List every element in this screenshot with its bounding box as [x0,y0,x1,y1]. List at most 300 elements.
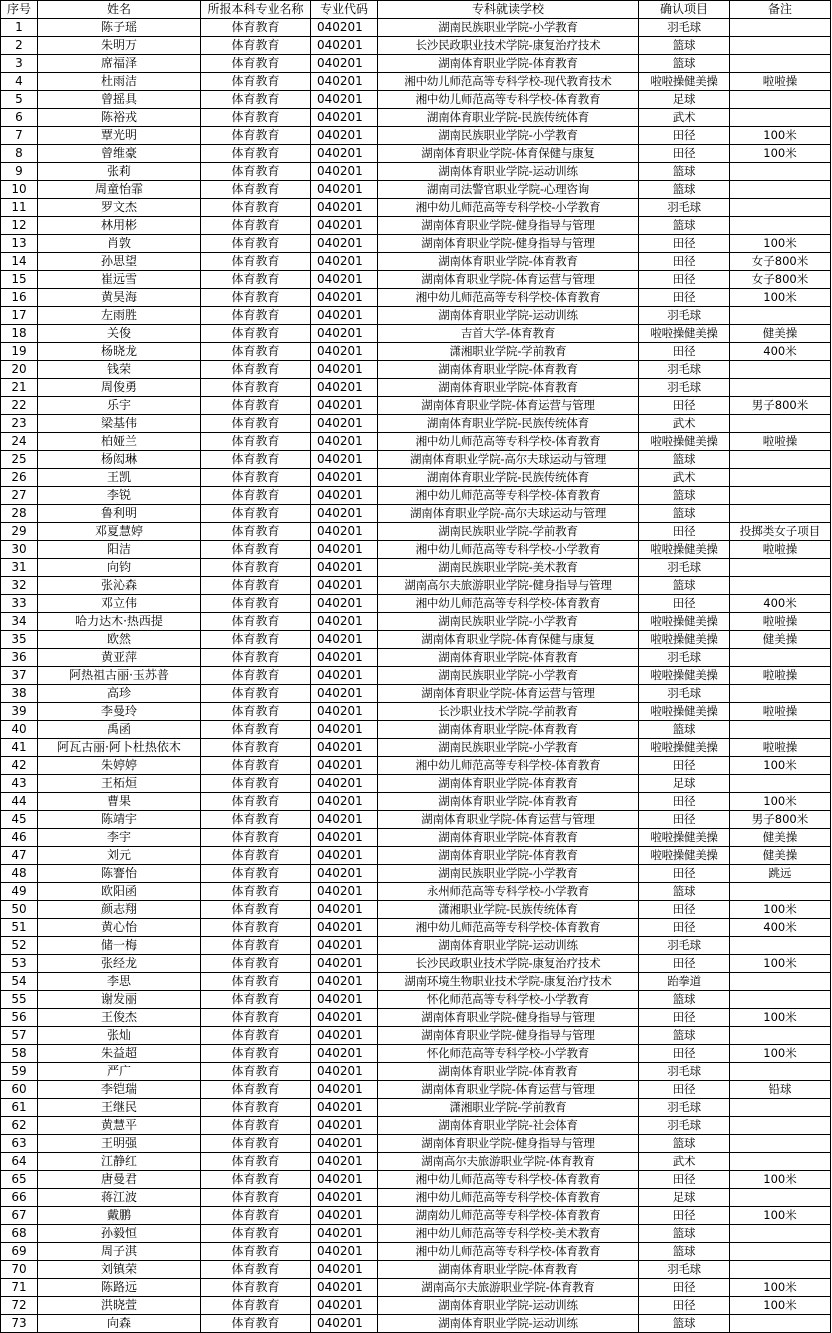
cell-no: 73 [1,1315,38,1333]
cell-major: 体育教育 [201,379,311,397]
cell-major: 体育教育 [201,163,311,181]
cell-no: 57 [1,1027,38,1045]
cell-code: 040201 [311,595,378,613]
cell-major: 体育教育 [201,1279,311,1297]
cell-major: 体育教育 [201,1225,311,1243]
table-row [1,55,831,73]
cell-note [730,487,831,505]
cell-school: 湖南民族职业学院-美术教育 [378,559,639,577]
cell-code: 040201 [311,199,378,217]
cell-no: 36 [1,649,38,667]
cell-no: 62 [1,1117,38,1135]
cell-no: 27 [1,487,38,505]
cell-project: 武术 [639,415,730,433]
cell-note: 100米 [730,1279,831,1297]
cell-name: 杨闳琳 [38,451,201,469]
cell-name: 储一梅 [38,937,201,955]
cell-code: 040201 [311,289,378,307]
cell-no: 67 [1,1207,38,1225]
cell-project: 啦啦操健美操 [639,829,730,847]
cell-name: 欧然 [38,631,201,649]
cell-no: 8 [1,145,38,163]
cell-school: 湖南体育职业学院-体育教育 [378,1063,639,1081]
cell-note: 男子800米 [730,397,831,415]
cell-note: 啦啦操 [730,739,831,757]
table-row [1,433,831,451]
cell-major: 体育教育 [201,1207,311,1225]
cell-major: 体育教育 [201,1315,311,1333]
cell-no: 33 [1,595,38,613]
cell-school: 湘中幼儿师范高等专科学校-小学教育 [378,199,639,217]
cell-name: 严广 [38,1063,201,1081]
table-row [1,1315,831,1333]
cell-major: 体育教育 [201,505,311,523]
cell-project: 田径 [639,145,730,163]
cell-note [730,37,831,55]
cell-code: 040201 [311,433,378,451]
cell-major: 体育教育 [201,253,311,271]
cell-school: 长沙职业技术学院-学前教育 [378,703,639,721]
cell-name: 向钧 [38,559,201,577]
cell-project: 田径 [639,343,730,361]
cell-code: 040201 [311,1099,378,1117]
cell-no: 29 [1,523,38,541]
cell-code: 040201 [311,577,378,595]
cell-school: 湘中幼儿师范高等专科学校-美术教育 [378,1225,639,1243]
cell-project: 篮球 [639,1315,730,1333]
cell-major: 体育教育 [201,667,311,685]
cell-school: 怀化师范高等专科学校-小学教育 [378,991,639,1009]
cell-school: 湖南幼儿师范高等专科学校-体育教育 [378,1207,639,1225]
cell-name: 孙思望 [38,253,201,271]
cell-note [730,775,831,793]
cell-note [730,1099,831,1117]
cell-school: 湖南体育职业学院-民族传统体育 [378,109,639,127]
cell-name: 曾维豪 [38,145,201,163]
cell-major: 体育教育 [201,1171,311,1189]
cell-project: 篮球 [639,217,730,235]
cell-school: 永州师范高等专科学校-小学教育 [378,883,639,901]
cell-project: 田径 [639,955,730,973]
cell-note: 健美操 [730,631,831,649]
cell-no: 35 [1,631,38,649]
cell-name: 高珍 [38,685,201,703]
cell-no: 60 [1,1081,38,1099]
cell-note [730,109,831,127]
cell-school: 湖南环境生物职业技术学院-康复治疗技术 [378,973,639,991]
cell-code: 040201 [311,919,378,937]
cell-school: 长沙民政职业技术学院-康复治疗技术 [378,955,639,973]
cell-project: 篮球 [639,1027,730,1045]
cell-no: 41 [1,739,38,757]
cell-major: 体育教育 [201,1135,311,1153]
cell-code: 040201 [311,1243,378,1261]
cell-note: 100米 [730,955,831,973]
cell-school: 湘中幼儿师范高等专科学校-体育教育 [378,433,639,451]
cell-name: 颜志翔 [38,901,201,919]
cell-major: 体育教育 [201,865,311,883]
cell-note: 健美操 [730,325,831,343]
cell-project: 田径 [639,397,730,415]
cell-name: 王柘烜 [38,775,201,793]
cell-project: 羽毛球 [639,937,730,955]
table-row [1,1081,831,1099]
cell-major: 体育教育 [201,361,311,379]
cell-name: 朱益超 [38,1045,201,1063]
cell-no: 46 [1,829,38,847]
cell-code: 040201 [311,973,378,991]
cell-school: 湖南体育职业学院-民族传统体育 [378,415,639,433]
cell-name: 关俊 [38,325,201,343]
table-row [1,991,831,1009]
cell-no: 70 [1,1261,38,1279]
cell-no: 16 [1,289,38,307]
cell-major: 体育教育 [201,487,311,505]
table-row [1,325,831,343]
cell-note: 400米 [730,595,831,613]
cell-major: 体育教育 [201,145,311,163]
cell-no: 23 [1,415,38,433]
table-row [1,163,831,181]
cell-major: 体育教育 [201,325,311,343]
cell-name: 杨晓龙 [38,343,201,361]
cell-code: 040201 [311,1045,378,1063]
cell-major: 体育教育 [201,613,311,631]
cell-project: 田径 [639,1045,730,1063]
cell-project: 田径 [639,289,730,307]
table-row [1,235,831,253]
cell-school: 湖南体育职业学院-健身指导与管理 [378,235,639,253]
cell-project: 篮球 [639,163,730,181]
cell-major: 体育教育 [201,937,311,955]
cell-project: 啦啦操健美操 [639,631,730,649]
cell-code: 040201 [311,1189,378,1207]
cell-no: 69 [1,1243,38,1261]
cell-code: 040201 [311,667,378,685]
table-row [1,883,831,901]
table-row [1,847,831,865]
cell-code: 040201 [311,487,378,505]
cell-note: 啦啦操 [730,541,831,559]
cell-name: 李宇 [38,829,201,847]
cell-no: 26 [1,469,38,487]
cell-code: 040201 [311,1081,378,1099]
cell-project: 足球 [639,775,730,793]
cell-no: 32 [1,577,38,595]
cell-name: 戴鹏 [38,1207,201,1225]
cell-no: 12 [1,217,38,235]
cell-major: 体育教育 [201,307,311,325]
cell-no: 24 [1,433,38,451]
cell-school: 湖南体育职业学院-体育保健与康复 [378,631,639,649]
cell-no: 55 [1,991,38,1009]
cell-project: 篮球 [639,1243,730,1261]
cell-no: 30 [1,541,38,559]
cell-note: 啦啦操 [730,703,831,721]
table-row [1,307,831,325]
cell-project: 啦啦操健美操 [639,613,730,631]
cell-major: 体育教育 [201,541,311,559]
cell-name: 陈裕戎 [38,109,201,127]
cell-name: 刘镇荣 [38,1261,201,1279]
cell-project: 田径 [639,811,730,829]
cell-major: 体育教育 [201,1153,311,1171]
cell-note [730,163,831,181]
table-row [1,973,831,991]
cell-major: 体育教育 [201,883,311,901]
cell-code: 040201 [311,55,378,73]
cell-name: 周子淇 [38,1243,201,1261]
cell-code: 040201 [311,649,378,667]
cell-code: 040201 [311,127,378,145]
cell-school: 湖南高尔夫旅游职业学院-体育教育 [378,1153,639,1171]
cell-school: 湖南体育职业学院-体育教育 [378,829,639,847]
cell-major: 体育教育 [201,811,311,829]
cell-major: 体育教育 [201,217,311,235]
cell-major: 体育教育 [201,523,311,541]
table-row [1,541,831,559]
cell-name: 柏娅兰 [38,433,201,451]
cell-project: 篮球 [639,181,730,199]
cell-name: 王明强 [38,1135,201,1153]
cell-no: 39 [1,703,38,721]
cell-major: 体育教育 [201,703,311,721]
cell-name: 李思 [38,973,201,991]
cell-code: 040201 [311,829,378,847]
cell-note: 跳远 [730,865,831,883]
cell-no: 20 [1,361,38,379]
cell-code: 040201 [311,1117,378,1135]
cell-major: 体育教育 [201,415,311,433]
cell-name: 张莉 [38,163,201,181]
cell-note: 400米 [730,919,831,937]
cell-code: 040201 [311,559,378,577]
cell-code: 040201 [311,793,378,811]
cell-project: 篮球 [639,991,730,1009]
cell-code: 040201 [311,1171,378,1189]
cell-project: 啦啦操健美操 [639,325,730,343]
cell-project: 羽毛球 [639,199,730,217]
cell-name: 阿热祖古丽·玉苏普 [38,667,201,685]
cell-code: 040201 [311,415,378,433]
cell-code: 040201 [311,1027,378,1045]
cell-name: 阳洁 [38,541,201,559]
cell-project: 田径 [639,253,730,271]
cell-name: 梁基伟 [38,415,201,433]
cell-name: 鲁利明 [38,505,201,523]
cell-project: 武术 [639,109,730,127]
cell-note: 100米 [730,235,831,253]
cell-code: 040201 [311,811,378,829]
cell-project: 篮球 [639,577,730,595]
cell-major: 体育教育 [201,685,311,703]
table-row [1,1297,831,1315]
table-row [1,829,831,847]
cell-major: 体育教育 [201,1243,311,1261]
cell-name: 罗文杰 [38,199,201,217]
cell-note [730,1027,831,1045]
cell-school: 湖南体育职业学院-运动训练 [378,307,639,325]
cell-school: 湖南体育职业学院-民族传统体育 [378,469,639,487]
table-row [1,1045,831,1063]
cell-code: 040201 [311,505,378,523]
cell-note [730,1243,831,1261]
cell-note: 100米 [730,1297,831,1315]
cell-note [730,181,831,199]
table-row [1,811,831,829]
table-row [1,613,831,631]
cell-no: 72 [1,1297,38,1315]
cell-note [730,1063,831,1081]
table-row [1,577,831,595]
cell-school: 湘中幼儿师范高等专科学校-体育教育 [378,1171,639,1189]
cell-note [730,307,831,325]
cell-no: 13 [1,235,38,253]
cell-no: 9 [1,163,38,181]
cell-no: 71 [1,1279,38,1297]
cell-no: 22 [1,397,38,415]
cell-major: 体育教育 [201,235,311,253]
cell-code: 040201 [311,145,378,163]
cell-project: 羽毛球 [639,559,730,577]
cell-name: 左雨胜 [38,307,201,325]
cell-note [730,1189,831,1207]
cell-name: 覃光明 [38,127,201,145]
cell-school: 湖南民族职业学院-小学教育 [378,613,639,631]
table-row [1,1135,831,1153]
cell-no: 31 [1,559,38,577]
cell-major: 体育教育 [201,91,311,109]
cell-project: 田径 [639,595,730,613]
cell-code: 040201 [311,253,378,271]
cell-note: 100米 [730,289,831,307]
cell-school: 潇湘职业学院-民族传统体育 [378,901,639,919]
cell-name: 周童怡霏 [38,181,201,199]
cell-school: 湖南司法警官职业学院-心理咨询 [378,181,639,199]
cell-code: 040201 [311,901,378,919]
cell-project: 啦啦操健美操 [639,541,730,559]
cell-name: 李铠瑞 [38,1081,201,1099]
cell-note [730,1135,831,1153]
cell-school: 湖南体育职业学院-体育运营与管理 [378,685,639,703]
cell-school: 湖南民族职业学院-小学教育 [378,19,639,37]
cell-note [730,379,831,397]
cell-major: 体育教育 [201,109,311,127]
cell-note [730,1153,831,1171]
cell-project: 篮球 [639,487,730,505]
table-row [1,73,831,91]
cell-no: 42 [1,757,38,775]
cell-note: 100米 [730,127,831,145]
cell-note [730,937,831,955]
cell-name: 陈靖宇 [38,811,201,829]
cell-code: 040201 [311,1153,378,1171]
cell-code: 040201 [311,1063,378,1081]
table-row [1,505,831,523]
cell-code: 040201 [311,19,378,37]
cell-note [730,883,831,901]
cell-name: 刘元 [38,847,201,865]
cell-no: 52 [1,937,38,955]
cell-name: 张经龙 [38,955,201,973]
cell-no: 40 [1,721,38,739]
cell-project: 羽毛球 [639,649,730,667]
cell-note: 100米 [730,1045,831,1063]
cell-note: 100米 [730,1009,831,1027]
cell-school: 潇湘职业学院-学前教育 [378,343,639,361]
cell-code: 040201 [311,307,378,325]
cell-school: 湖南体育职业学院-体育教育 [378,55,639,73]
cell-note: 女子800米 [730,253,831,271]
cell-school: 湖南体育职业学院-体育教育 [378,775,639,793]
table-row [1,559,831,577]
cell-major: 体育教育 [201,19,311,37]
cell-name: 邓夏慧婷 [38,523,201,541]
cell-school: 湘中幼儿师范高等专科学校-体育教育 [378,1243,639,1261]
cell-major: 体育教育 [201,397,311,415]
cell-school: 湖南体育职业学院-运动训练 [378,937,639,955]
table-row [1,469,831,487]
cell-no: 18 [1,325,38,343]
cell-project: 啦啦操健美操 [639,847,730,865]
cell-major: 体育教育 [201,1189,311,1207]
cell-name: 杜雨洁 [38,73,201,91]
cell-major: 体育教育 [201,919,311,937]
cell-major: 体育教育 [201,1099,311,1117]
cell-code: 040201 [311,883,378,901]
table-row [1,919,831,937]
cell-name: 黄心怡 [38,919,201,937]
table-row [1,1207,831,1225]
cell-note [730,649,831,667]
cell-no: 54 [1,973,38,991]
cell-no: 53 [1,955,38,973]
cell-note [730,1117,831,1135]
cell-name: 陈路远 [38,1279,201,1297]
cell-major: 体育教育 [201,271,311,289]
cell-note [730,1261,831,1279]
cell-no: 3 [1,55,38,73]
cell-major: 体育教育 [201,73,311,91]
cell-code: 040201 [311,1279,378,1297]
cell-code: 040201 [311,685,378,703]
cell-code: 040201 [311,955,378,973]
table-row [1,649,831,667]
cell-major: 体育教育 [201,577,311,595]
cell-school: 湘中幼儿师范高等专科学校-体育教育 [378,595,639,613]
cell-school: 湘中幼儿师范高等专科学校-体育教育 [378,757,639,775]
cell-school: 湖南体育职业学院-高尔夫球运动与管理 [378,505,639,523]
cell-school: 湖南体育职业学院-体育保健与康复 [378,145,639,163]
cell-major: 体育教育 [201,829,311,847]
cell-note [730,991,831,1009]
cell-name: 乐宇 [38,397,201,415]
cell-note: 啦啦操 [730,613,831,631]
cell-major: 体育教育 [201,1081,311,1099]
table-row [1,271,831,289]
cell-no: 45 [1,811,38,829]
cell-major: 体育教育 [201,451,311,469]
cell-no: 51 [1,919,38,937]
table-row [1,199,831,217]
cell-major: 体育教育 [201,1117,311,1135]
cell-note [730,505,831,523]
cell-no: 61 [1,1099,38,1117]
table-row [1,1279,831,1297]
cell-major: 体育教育 [201,631,311,649]
cell-major: 体育教育 [201,127,311,145]
cell-project: 田径 [639,1171,730,1189]
